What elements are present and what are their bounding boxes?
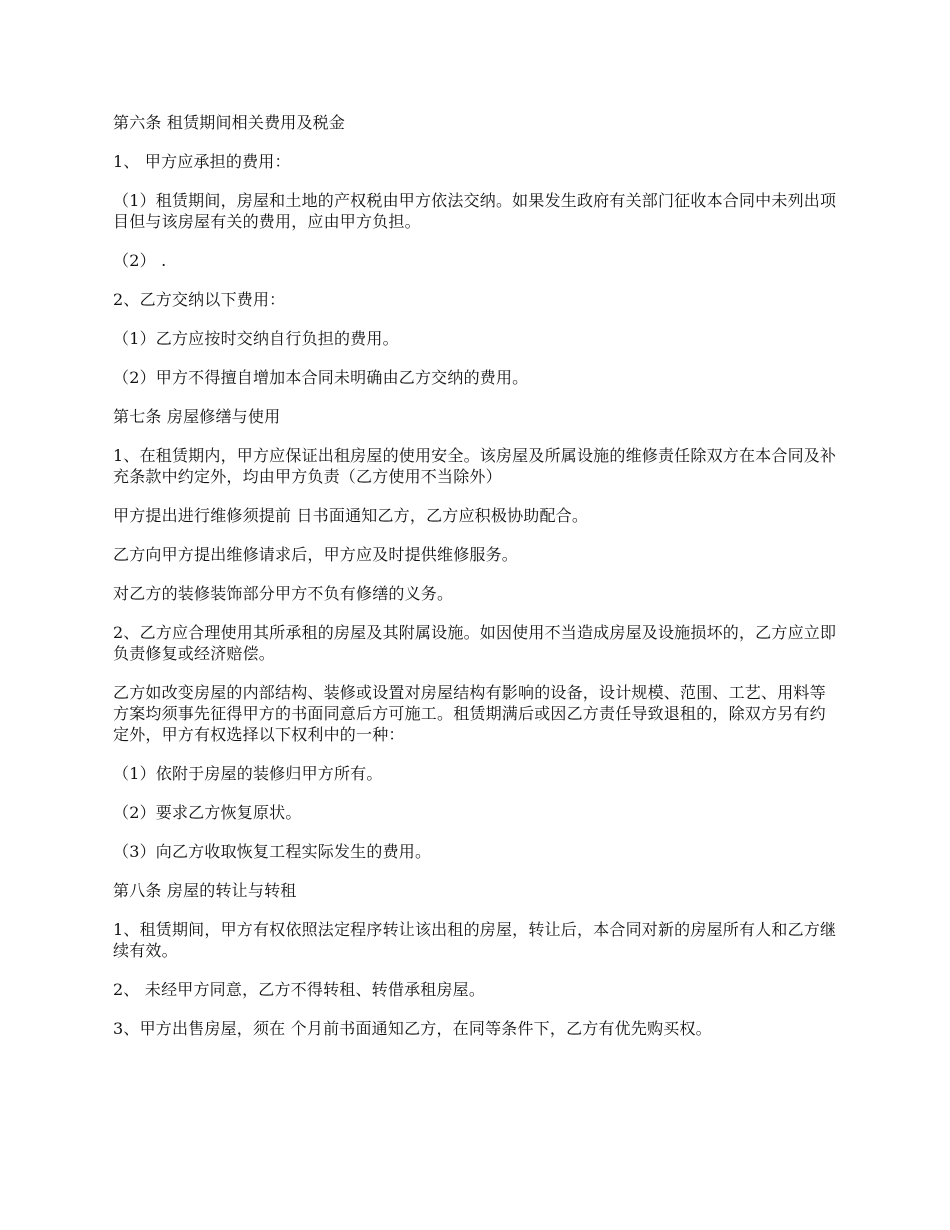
clause-paragraph: 2、 未经甲方同意，乙方不得转租、转借承租房屋。	[113, 980, 486, 999]
clause-paragraph: 2、乙方应合理使用其所承租的房屋及其附属设施。如因使用不当造成房屋及设施损坏的，乙方应立即负责修复或经济赔偿。	[113, 623, 837, 663]
clause-paragraph: （3）向乙方收取恢复工程实际发生的费用。	[113, 842, 432, 861]
document-body	[113, 112, 839, 1057]
clause-paragraph: 甲方提出进行维修须提前 日书面通知乙方，乙方应积极协助配合。	[113, 506, 589, 525]
clause-paragraph: 2、乙方交纳以下费用：	[113, 290, 286, 309]
clause-paragraph: 1、在租赁期内，甲方应保证出租房屋的使用安全。该房屋及所属设施的维修责任除双方在本合同及补充条款中约定外，均由甲方负责（乙方使用不当除外）	[113, 446, 837, 486]
clause-paragraph: 乙方向甲方提出维修请求后，甲方应及时提供维修服务。	[113, 545, 519, 564]
section-heading-7: 第七条 房屋修缮与使用	[113, 407, 281, 426]
clause-paragraph: （2） .	[113, 251, 167, 270]
clause-paragraph: 3、甲方出售房屋，须在 个月前书面通知乙方，在同等条件下，乙方有优先购买权。	[113, 1019, 712, 1038]
clause-paragraph: （1）租赁期间，房屋和土地的产权税由甲方依法交纳。如果发生政府有关部门征收本合同中未列出项目但与该房屋有关的费用，应由甲方负担。	[113, 191, 837, 231]
clause-paragraph: 1、租赁期间，甲方有权依照法定程序转让该出租的房屋，转让后，本合同对新的房屋所有人和乙方继续有效。	[113, 920, 837, 960]
clause-paragraph: （2）甲方不得擅自增加本合同未明确由乙方交纳的费用。	[113, 368, 529, 387]
clause-paragraph: 对乙方的装修装饰部分甲方不负有修缮的义务。	[113, 584, 454, 603]
section-heading-8: 第八条 房屋的转让与转租	[113, 881, 297, 900]
clause-paragraph: 乙方如改变房屋的内部结构、装修或设置对房屋结构有影响的设备，设计规模、范围、工艺、用料等方案均须事先征得甲方的书面同意后方可施工。租赁期满后或因乙方责任导致退租的，除双方另有约定外，甲方有权选择以下权利中的一种：	[113, 683, 826, 744]
clause-paragraph: （1）乙方应按时交纳自行负担的费用。	[113, 329, 399, 348]
clause-paragraph: （2）要求乙方恢复原状。	[113, 803, 302, 822]
clause-paragraph: 1、 甲方应承担的费用：	[113, 152, 291, 171]
section-heading-6: 第六条 租赁期间相关费用及税金	[113, 113, 346, 132]
clause-paragraph: （1）依附于房屋的装修归甲方所有。	[113, 764, 383, 783]
